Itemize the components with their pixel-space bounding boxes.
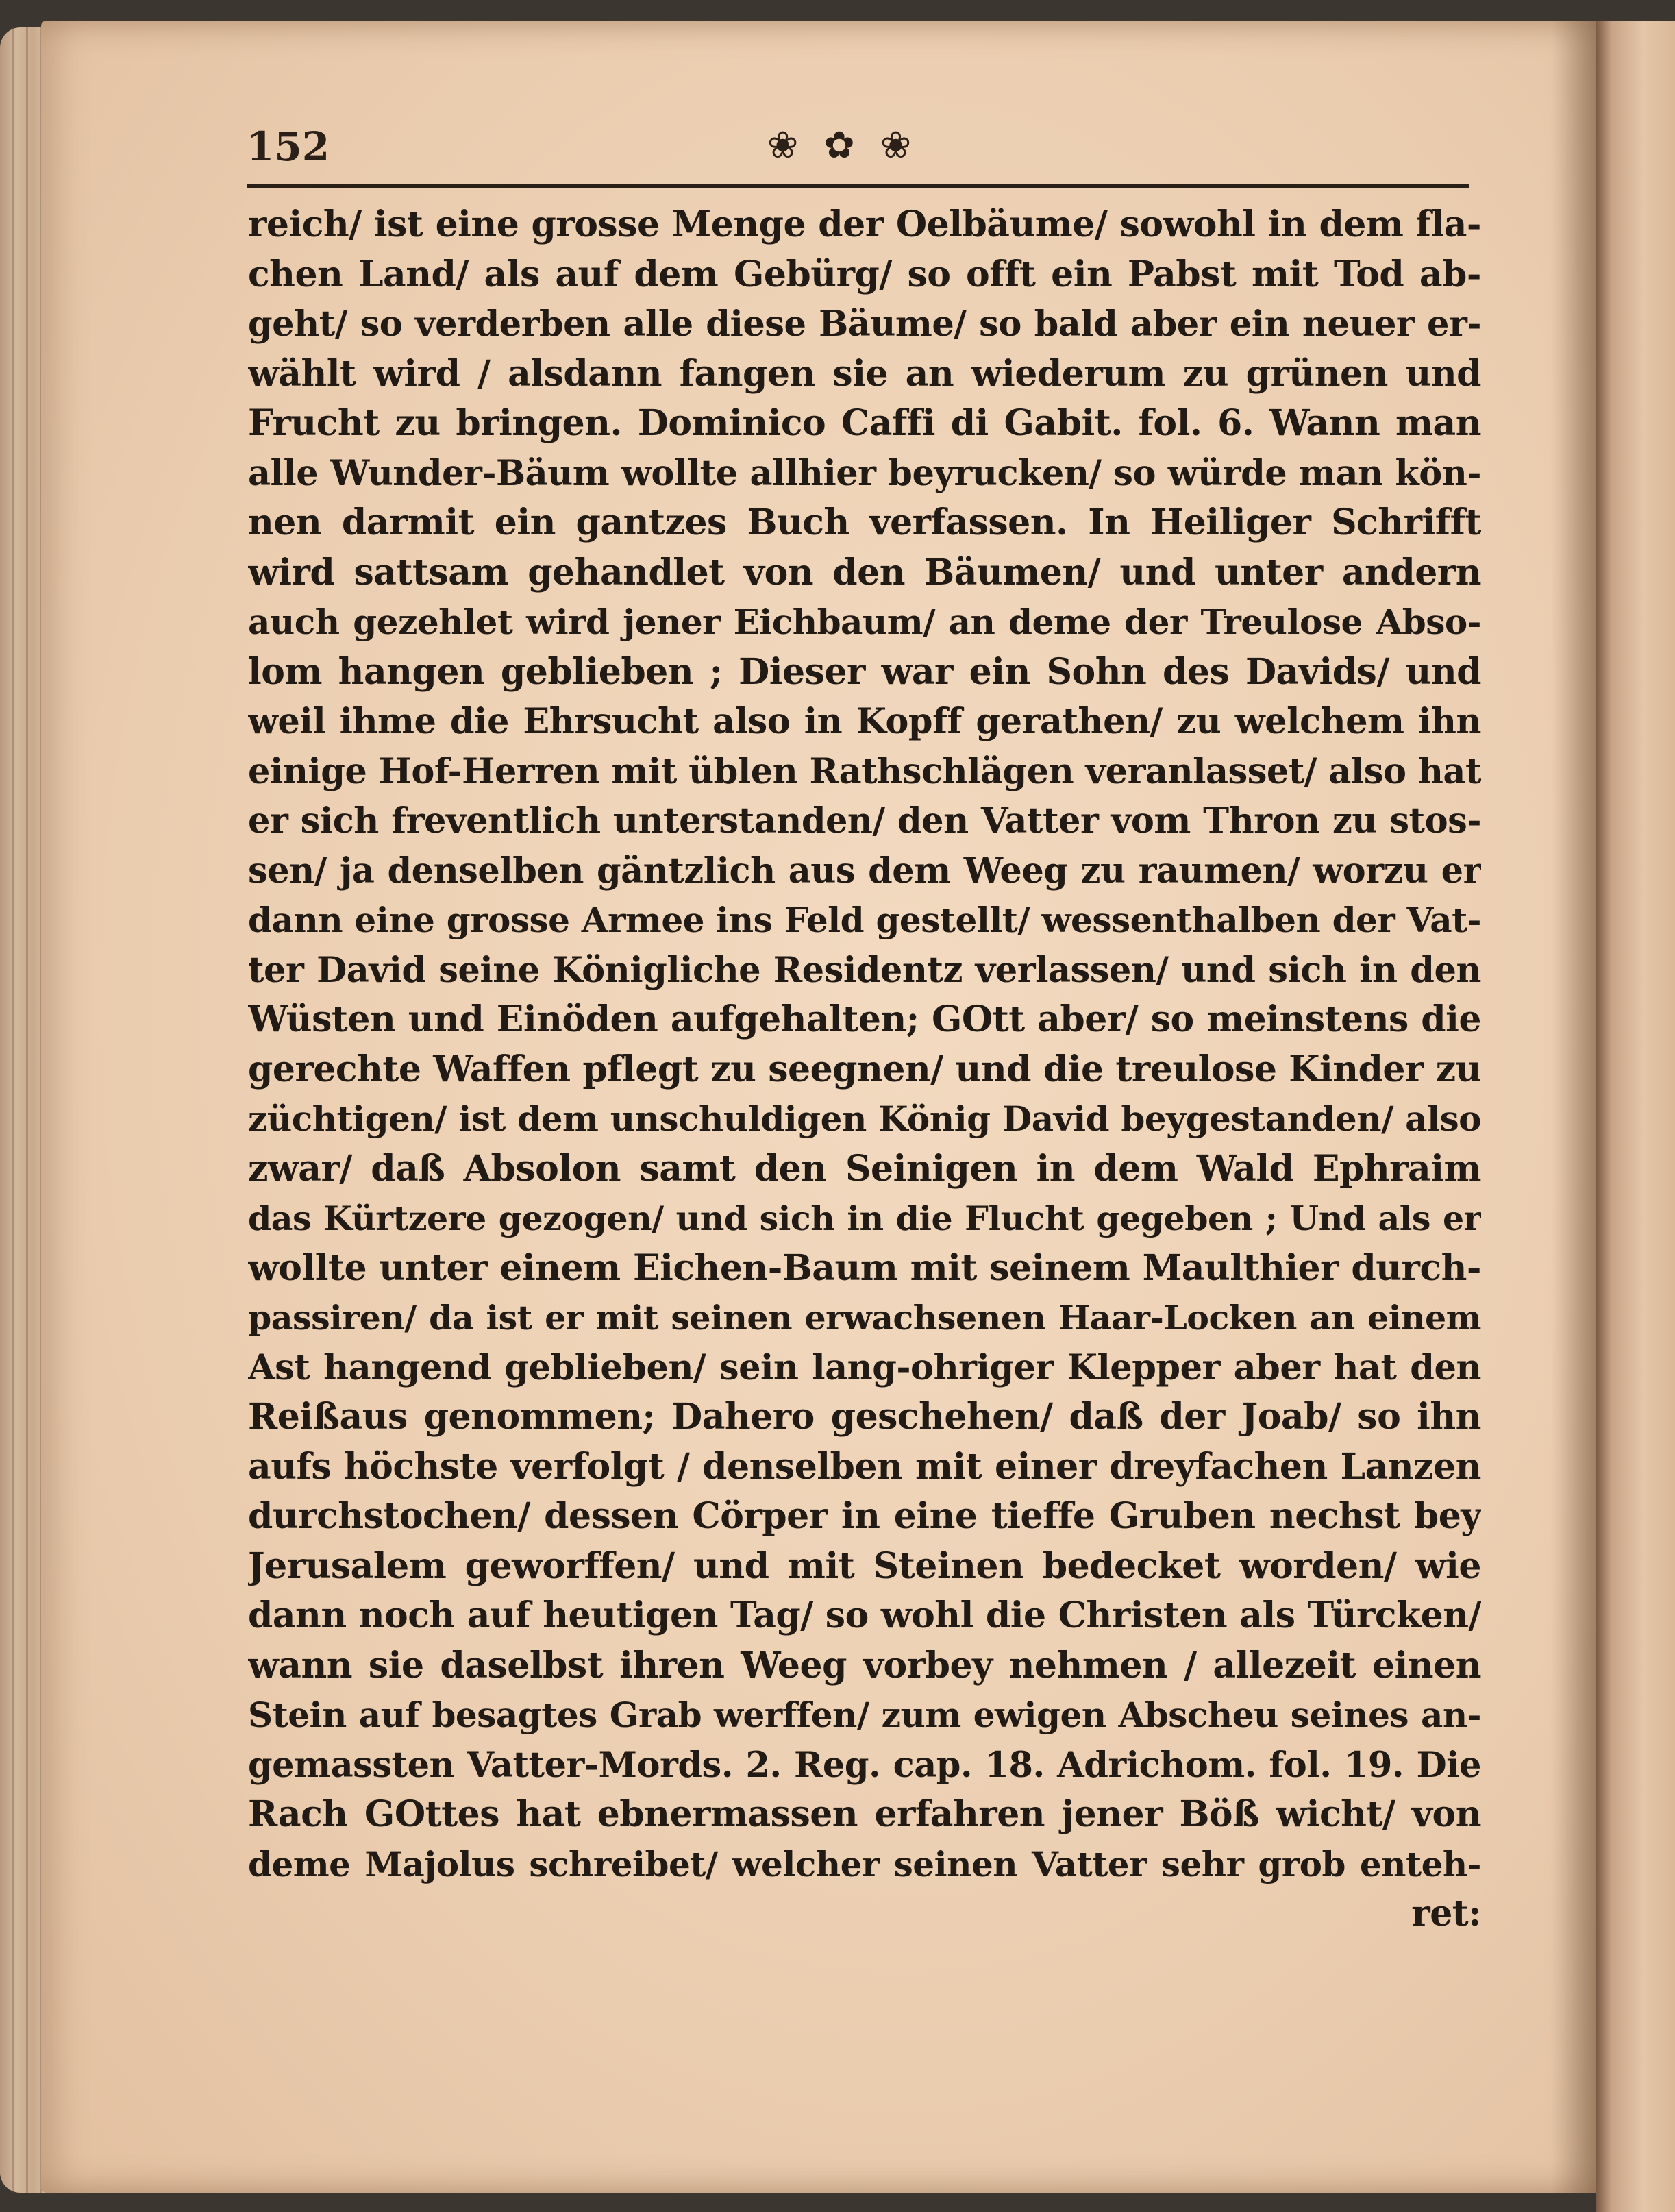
text-line: Frucht zu bringen. Dominico Caffi di Gabit. fol. 6. Wann man: [248, 402, 1481, 444]
text-line: durchstochen/ dessen Cörper in eine tieffe Gruben nechst bey: [248, 1495, 1481, 1537]
text-line: aufs höchste verfolgt / denselben mit einer dreyfachen Lanzen: [248, 1445, 1481, 1488]
text-line: chen Land/ als auf dem Gebürg/ so offt ein Pabst mit Tod ab-: [248, 253, 1481, 295]
page-number: 152: [247, 123, 330, 170]
text-line: Ast hangend geblieben/ sein lang-ohriger Klepper aber hat den: [248, 1347, 1481, 1388]
catchword: ret:: [1411, 1893, 1481, 1934]
text-line: Rach GOttes hat ebnermassen erfahren jener Böß wicht/ von: [248, 1793, 1481, 1835]
text-line: gemassten Vatter-Mords. 2. Reg. cap. 18. Adrichom. fol. 19. Die: [248, 1744, 1481, 1786]
text-line: Stein auf besagtes Grab werffen/ zum ewigen Abscheu seines an-: [248, 1695, 1481, 1735]
text-line: weil ihme die Ehrsucht also in Kopff gerathen/ zu welchem ihn: [248, 701, 1481, 742]
text-line: einige Hof-Herren mit üblen Rathschlägen veranlasset/ also hat: [248, 750, 1481, 792]
text-line: Jerusalem geworffen/ und mit Steinen bedecket worden/ wie: [248, 1545, 1481, 1587]
text-line: dann eine grosse Armee ins Feld gestellt/ wessenthalben der Vat-: [248, 900, 1481, 940]
text-line: dann noch auf heutigen Tag/ so wohl die Christen als Türcken/: [248, 1595, 1481, 1636]
text-line: das Kürtzere gezogen/ und sich in die Flucht gegeben ; Und als er: [248, 1199, 1481, 1238]
text-line: er sich freventlich unterstanden/ den Vatter vom Thron zu stos-: [248, 800, 1481, 841]
text-line: wählt wird / alsdann fangen sie an wiederum zu grünen und: [248, 352, 1481, 395]
text-line: zwar/ daß Absolon samt den Seinigen in dem Wald Ephraim: [248, 1147, 1481, 1190]
text-line: züchtigen/ ist dem unschuldigen König David beygestanden/ also: [248, 1098, 1481, 1139]
text-line: alle Wunder-Bäum wollte allhier beyrucken/ so würde man kön-: [248, 452, 1481, 494]
text-line: wollte unter einem Eichen-Baum mit seinem Maulthier durch-: [248, 1246, 1481, 1289]
text-line: deme Majolus schreibet/ welcher seinen Vatter sehr grob enteh-: [248, 1843, 1481, 1884]
text-line: sen/ ja denselben gäntzlich aus dem Weeg zu raumen/ worzu er: [248, 850, 1481, 892]
text-line: Wüsten und Einöden aufgehalten; GOtt aber/ so meinstens die: [248, 998, 1481, 1040]
right-page-edge: [1596, 21, 1675, 2212]
text-line: wird sattsam gehandlet von den Bäumen/ und unter andern: [248, 551, 1481, 593]
text-line: nen darmit ein gantzes Buch verfassen. In Heiliger Schrifft: [248, 502, 1481, 543]
text-line: lom hangen geblieben ; Dieser war ein Sohn des Davids/ und: [248, 650, 1481, 693]
text-line: gerechte Waffen pflegt zu seegnen/ und die treulose Kinder zu: [248, 1048, 1481, 1090]
text-line: Reißaus genommen; Dahero geschehen/ daß der Joab/ so ihn: [248, 1396, 1481, 1438]
header-rule: [247, 184, 1469, 188]
text-line: auch gezehlet wird jener Eichbaum/ an deme der Treulose Abso-: [248, 602, 1481, 642]
page-header: [247, 123, 1480, 178]
text-line: wann sie daselbst ihren Weeg vorbey nehmen / allezeit einen: [248, 1644, 1481, 1686]
text-line: reich/ ist eine grosse Menge der Oelbäume/ sowohl in dem fla-: [248, 204, 1481, 245]
body-text: [248, 200, 1481, 1939]
text-line: ter David seine Königliche Residentz verlassen/ und sich in den: [248, 949, 1481, 991]
text-line: passiren/ da ist er mit seinen erwachsenen Haar-Locken an einem: [248, 1298, 1481, 1338]
text-line: geht/ so verderben alle diese Bäume/ so bald aber ein neuer er-: [248, 304, 1481, 345]
header-ornament: ❀ ✿ ❀: [767, 123, 919, 167]
